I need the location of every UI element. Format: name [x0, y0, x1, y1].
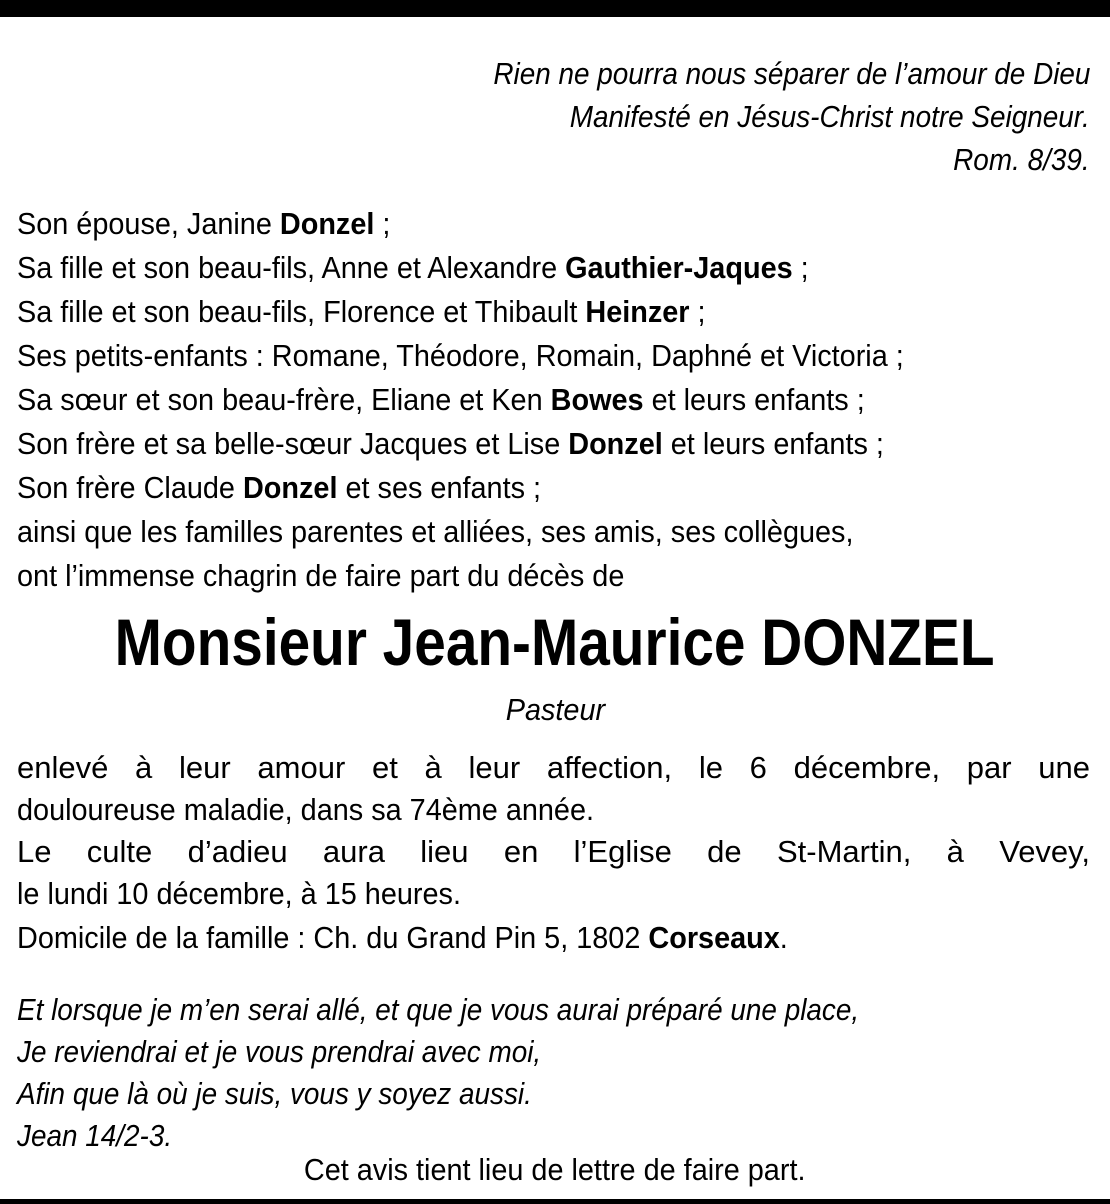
footer-note [0, 1150, 1110, 1190]
header-quote-text: Manifesté en Jésus-Christ notre Seigneur. [569, 99, 1090, 134]
family-line-text: Son frère et sa belle-sœur Jacques et Lise [17, 426, 569, 461]
ceremony-date-line [17, 874, 494, 914]
details-line [17, 790, 637, 830]
family-line-text: Ses petits-enfants : Romane, Théodore, Romain, Daphné et Victoria ; [17, 338, 904, 373]
family-surname: Bowes [550, 382, 644, 417]
header-quote-text: Rom. 8/39. [953, 142, 1090, 177]
family-line [17, 380, 929, 420]
family-line-suffix: et leurs enfants ; [662, 426, 884, 461]
family-line [17, 512, 916, 552]
family-line [17, 556, 670, 596]
closing-quote-text: Et lorsque je m’en serai allé, et que je vous aurai préparé une place, [17, 992, 860, 1027]
deceased-name-text: Monsieur Jean-Maurice DONZEL [115, 605, 995, 679]
family-surname: Donzel [568, 426, 663, 461]
family-line-text: Sa fille et son beau-fils, Florence et Thibault [17, 294, 586, 329]
address-suffix: . [779, 920, 788, 955]
family-line-text: ont l’immense chagrin de faire part du décès de [17, 558, 625, 593]
family-line-text: Sa fille et son beau-fils, Anne et Alexandre [17, 250, 566, 285]
ceremony-line: Le culte d’adieu aura lieu en l’Eglise de St-Martin, à Vevey, [17, 834, 1090, 869]
family-surname: Heinzer [585, 294, 690, 329]
header-quote-line [427, 54, 1090, 94]
family-line-suffix: ; [374, 206, 391, 241]
details-line-text: douloureuse maladie, dans sa 74ème année. [17, 792, 595, 827]
bottom-border-bar [0, 1199, 1110, 1204]
closing-quote-text: Afin que là où je suis, vous y soyez aussi. [17, 1076, 532, 1111]
footer-note-text: Cet avis tient lieu de lettre de faire part. [304, 1152, 806, 1187]
family-line [17, 248, 868, 288]
family-line [17, 292, 757, 332]
deceased-name [0, 602, 1110, 682]
top-border-bar [0, 0, 1110, 17]
closing-quote-text: Jean 14/2-3. [17, 1118, 173, 1153]
family-surname: Gauthier-Jaques [565, 250, 793, 285]
header-quote-reference [938, 140, 1090, 180]
address-place: Corseaux [648, 920, 780, 955]
family-line [17, 468, 580, 508]
header-quote-line [512, 97, 1090, 137]
family-line-suffix: et leurs enfants ; [643, 382, 865, 417]
closing-quote-line [17, 1032, 599, 1072]
family-line-text: Sa sœur et son beau-frère, Eliane et Ken [17, 382, 551, 417]
family-surname: Donzel [279, 206, 375, 241]
deceased-title [0, 690, 1110, 730]
family-line [17, 424, 949, 464]
family-line-text: ainsi que les familles parentes et alliées, ses amis, ses collègues, [17, 514, 854, 549]
family-line-suffix: ; [792, 250, 809, 285]
closing-quote-line [17, 990, 953, 1030]
family-line [17, 204, 419, 244]
closing-quote-text: Je reviendrai et je vous prendrai avec moi, [17, 1034, 542, 1069]
family-line-text: Son frère Claude [17, 470, 243, 505]
ceremony-date-text: le lundi 10 décembre, à 15 heures. [17, 876, 461, 911]
family-line-text: Son épouse, Janine [17, 206, 280, 241]
closing-quote-line [17, 1074, 589, 1114]
deceased-title-text: Pasteur [505, 692, 605, 727]
details-line: enlevé à leur amour et à leur affection, le 6 décembre, par une [17, 750, 1090, 785]
address-text: Domicile de la famille : Ch. du Grand Pin 5, 1802 [17, 920, 649, 955]
address-line [17, 918, 846, 958]
family-surname: Donzel [242, 470, 338, 505]
family-line-suffix: ; [689, 294, 706, 329]
header-quote-text: Rien ne pourra nous séparer de l’amour de Dieu [492, 56, 1090, 91]
family-line [17, 336, 971, 376]
family-line-suffix: et ses enfants ; [337, 470, 542, 505]
